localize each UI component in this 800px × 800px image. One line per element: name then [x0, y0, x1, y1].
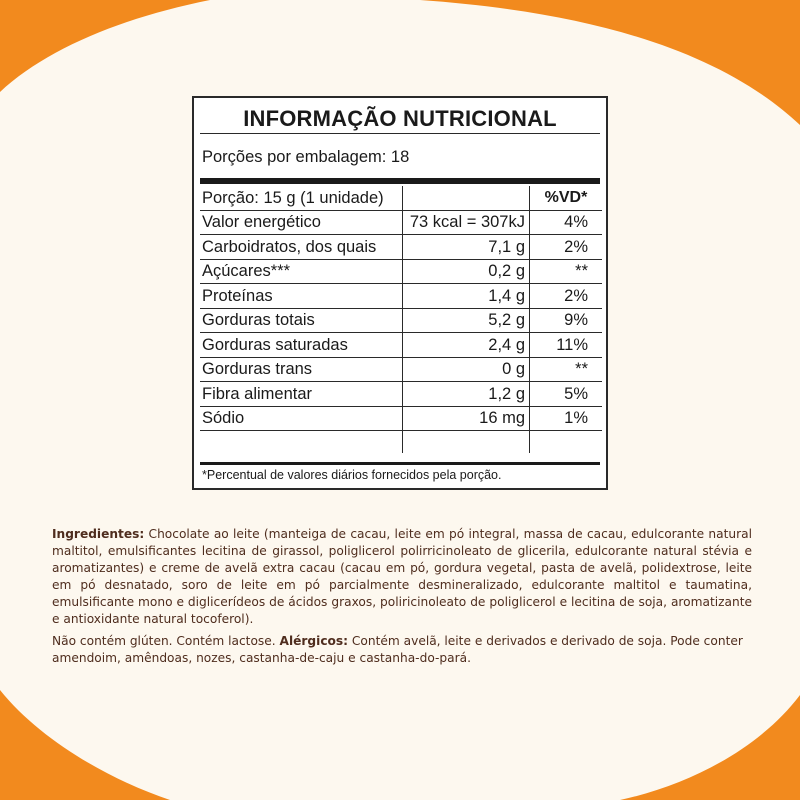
table-row	[200, 382, 602, 407]
nutrient-amount: 0,2 g	[403, 259, 530, 284]
gluten-lactose-text: Não contém glúten. Contém lactose.	[52, 634, 280, 648]
nutrient-dv: 9%	[530, 308, 603, 333]
portion-label: Porção: 15 g (1 unidade)	[200, 186, 403, 210]
table-row	[200, 357, 602, 382]
blank-row	[200, 431, 602, 454]
bottom-divider	[200, 462, 600, 465]
table-row	[200, 259, 602, 284]
panel-title: INFORMAÇÃO NUTRICIONAL	[243, 106, 557, 131]
nutrient-amount: 16 mg	[403, 406, 530, 431]
value-header	[403, 186, 530, 210]
ingredients-label: Ingredientes:	[52, 527, 145, 541]
table-row	[200, 333, 602, 358]
nutrient-name: Gorduras totais	[200, 308, 403, 333]
allergen-label: Alérgicos:	[279, 634, 349, 648]
dv-header: %VD*	[530, 186, 603, 210]
blank-cell	[200, 431, 403, 454]
table-row	[200, 235, 602, 260]
nutrient-dv: 5%	[530, 382, 603, 407]
nutrient-dv: 4%	[530, 210, 603, 235]
table-row	[200, 406, 602, 431]
bottom-left-swoosh	[0, 690, 170, 800]
nutrient-amount: 2,4 g	[403, 333, 530, 358]
blank-cell	[530, 431, 603, 454]
table-row	[200, 210, 602, 235]
nutrient-dv: **	[530, 259, 603, 284]
nutrient-amount: 1,4 g	[403, 284, 530, 309]
nutrient-name: Proteínas	[200, 284, 403, 309]
nutrient-amount: 5,2 g	[403, 308, 530, 333]
nutrient-name: Fibra alimentar	[200, 382, 403, 407]
nutrient-dv: **	[530, 357, 603, 382]
nutrient-amount: 7,1 g	[403, 235, 530, 260]
table-header-row	[200, 186, 602, 210]
nutrient-dv: 11%	[530, 333, 603, 358]
nutrient-name: Gorduras trans	[200, 357, 403, 382]
allergen-paragraph	[52, 633, 752, 667]
table-row	[200, 284, 602, 309]
nutrition-table	[200, 186, 602, 453]
servings-per-package: Porções por embalagem: 18	[202, 148, 410, 166]
nutrient-name: Carboidratos, dos quais	[200, 235, 403, 260]
nutrient-dv: 1%	[530, 406, 603, 431]
table-row	[200, 308, 602, 333]
nutrient-name: Gorduras saturadas	[200, 333, 403, 358]
nutrient-name: Açúcares***	[200, 259, 403, 284]
title-divider	[200, 133, 600, 134]
bottom-right-swoosh	[620, 695, 800, 800]
nutrition-facts-panel	[192, 96, 608, 490]
nutrient-dv: 2%	[530, 284, 603, 309]
top-left-swoosh	[0, 0, 210, 92]
allergen-text: Contém avelã, leite e derivados e derivado de soja. Pode conter amendoim, amêndoas, nozes, castanha-de-caju e castanha-do-pará.	[52, 634, 743, 666]
ingredients-text: Chocolate ao leite (manteiga de cacau, leite em pó integral, massa de cacau, edulcorante natural maltitol, emulsificantes lecitina de girassol, poliglicerol polirricinoleato de glicerila, edulcorante natural stévia e aromatizantes) e creme de avelã extra cacau (cacau em pó, gordura vegetal, pasta de avelã, polidextrose, leite em pó desnatado, soro de leite em pó parcialmente desmineralizado, edulcorante maltitol e taumatina, emulsificante mono e diglicerídeos de ácidos graxos, poliricinoleato de poliglicerol e lecitina de soja, aromatizante e antioxidante natural tocoferol).	[52, 527, 752, 627]
nutrient-name: Valor energético	[200, 210, 403, 235]
ingredients-paragraph	[52, 526, 752, 629]
nutrient-name: Sódio	[200, 406, 403, 431]
dv-footnote: *Percentual de valores diários fornecidos pela porção.	[202, 468, 502, 482]
thick-divider	[200, 178, 600, 184]
nutrient-amount: 1,2 g	[403, 382, 530, 407]
nutrient-dv: 2%	[530, 235, 603, 260]
nutrient-amount: 73 kcal = 307kJ	[403, 210, 530, 235]
nutrient-amount: 0 g	[403, 357, 530, 382]
blank-cell	[403, 431, 530, 454]
